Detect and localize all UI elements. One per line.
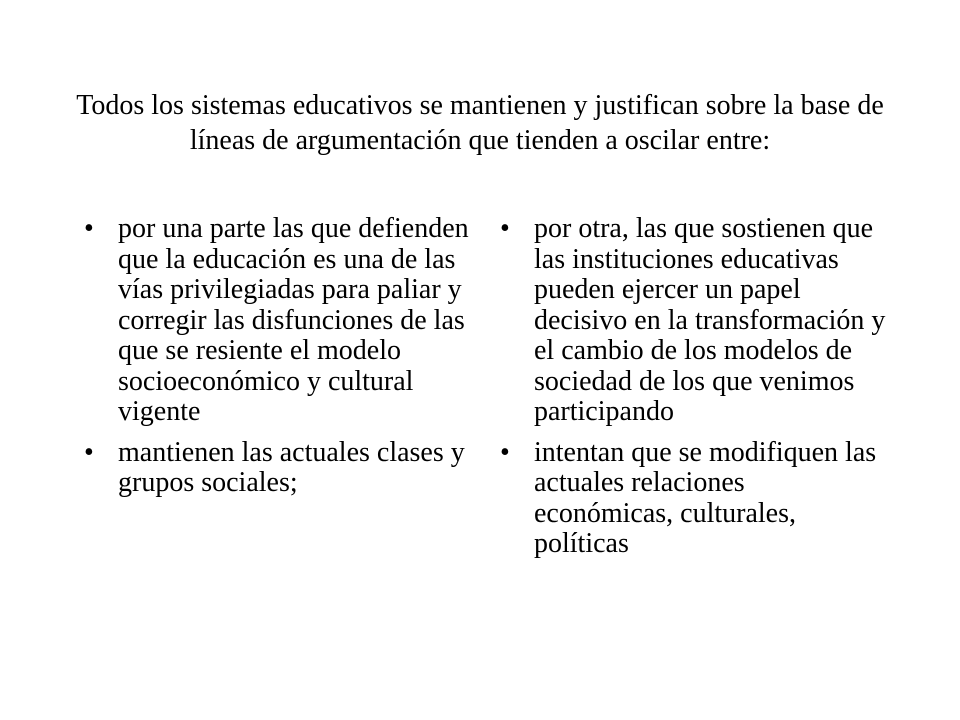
left-bullet-text: mantienen las actuales clases y grupos sociales;	[118, 436, 465, 498]
bullet-icon: •	[500, 436, 510, 468]
left-column	[84, 214, 474, 509]
right-bullet-item	[500, 438, 890, 560]
bullet-icon: •	[500, 213, 510, 244]
left-bullet-text: por una parte las que defienden que la educación es una de las vías privilegiadas para paliar y corregir las disfunciones de las que se resiente el modelo socioeconómico y cultural vigente	[118, 213, 469, 427]
right-bullet-text: por otra, las que sostienen que las instituciones educativas pueden ejercer un papel decisivo en la transformación y el cambio de los modelos de sociedad de los que venimos participando	[534, 213, 886, 427]
right-column	[500, 214, 890, 570]
left-bullet-item	[84, 438, 474, 499]
slide-title: Todos los sistemas educativos se mantienen y justifican sobre la base de líneas de argumentación que tienden a oscilar entre:	[76, 90, 884, 156]
right-bullet-text: intentan que se modifiquen las actuales relaciones económicas, culturales, políticas	[534, 436, 877, 559]
bullet-icon: •	[84, 436, 94, 468]
left-bullet-item	[84, 214, 474, 428]
bullet-icon: •	[84, 213, 94, 244]
right-bullet-item	[500, 214, 890, 428]
